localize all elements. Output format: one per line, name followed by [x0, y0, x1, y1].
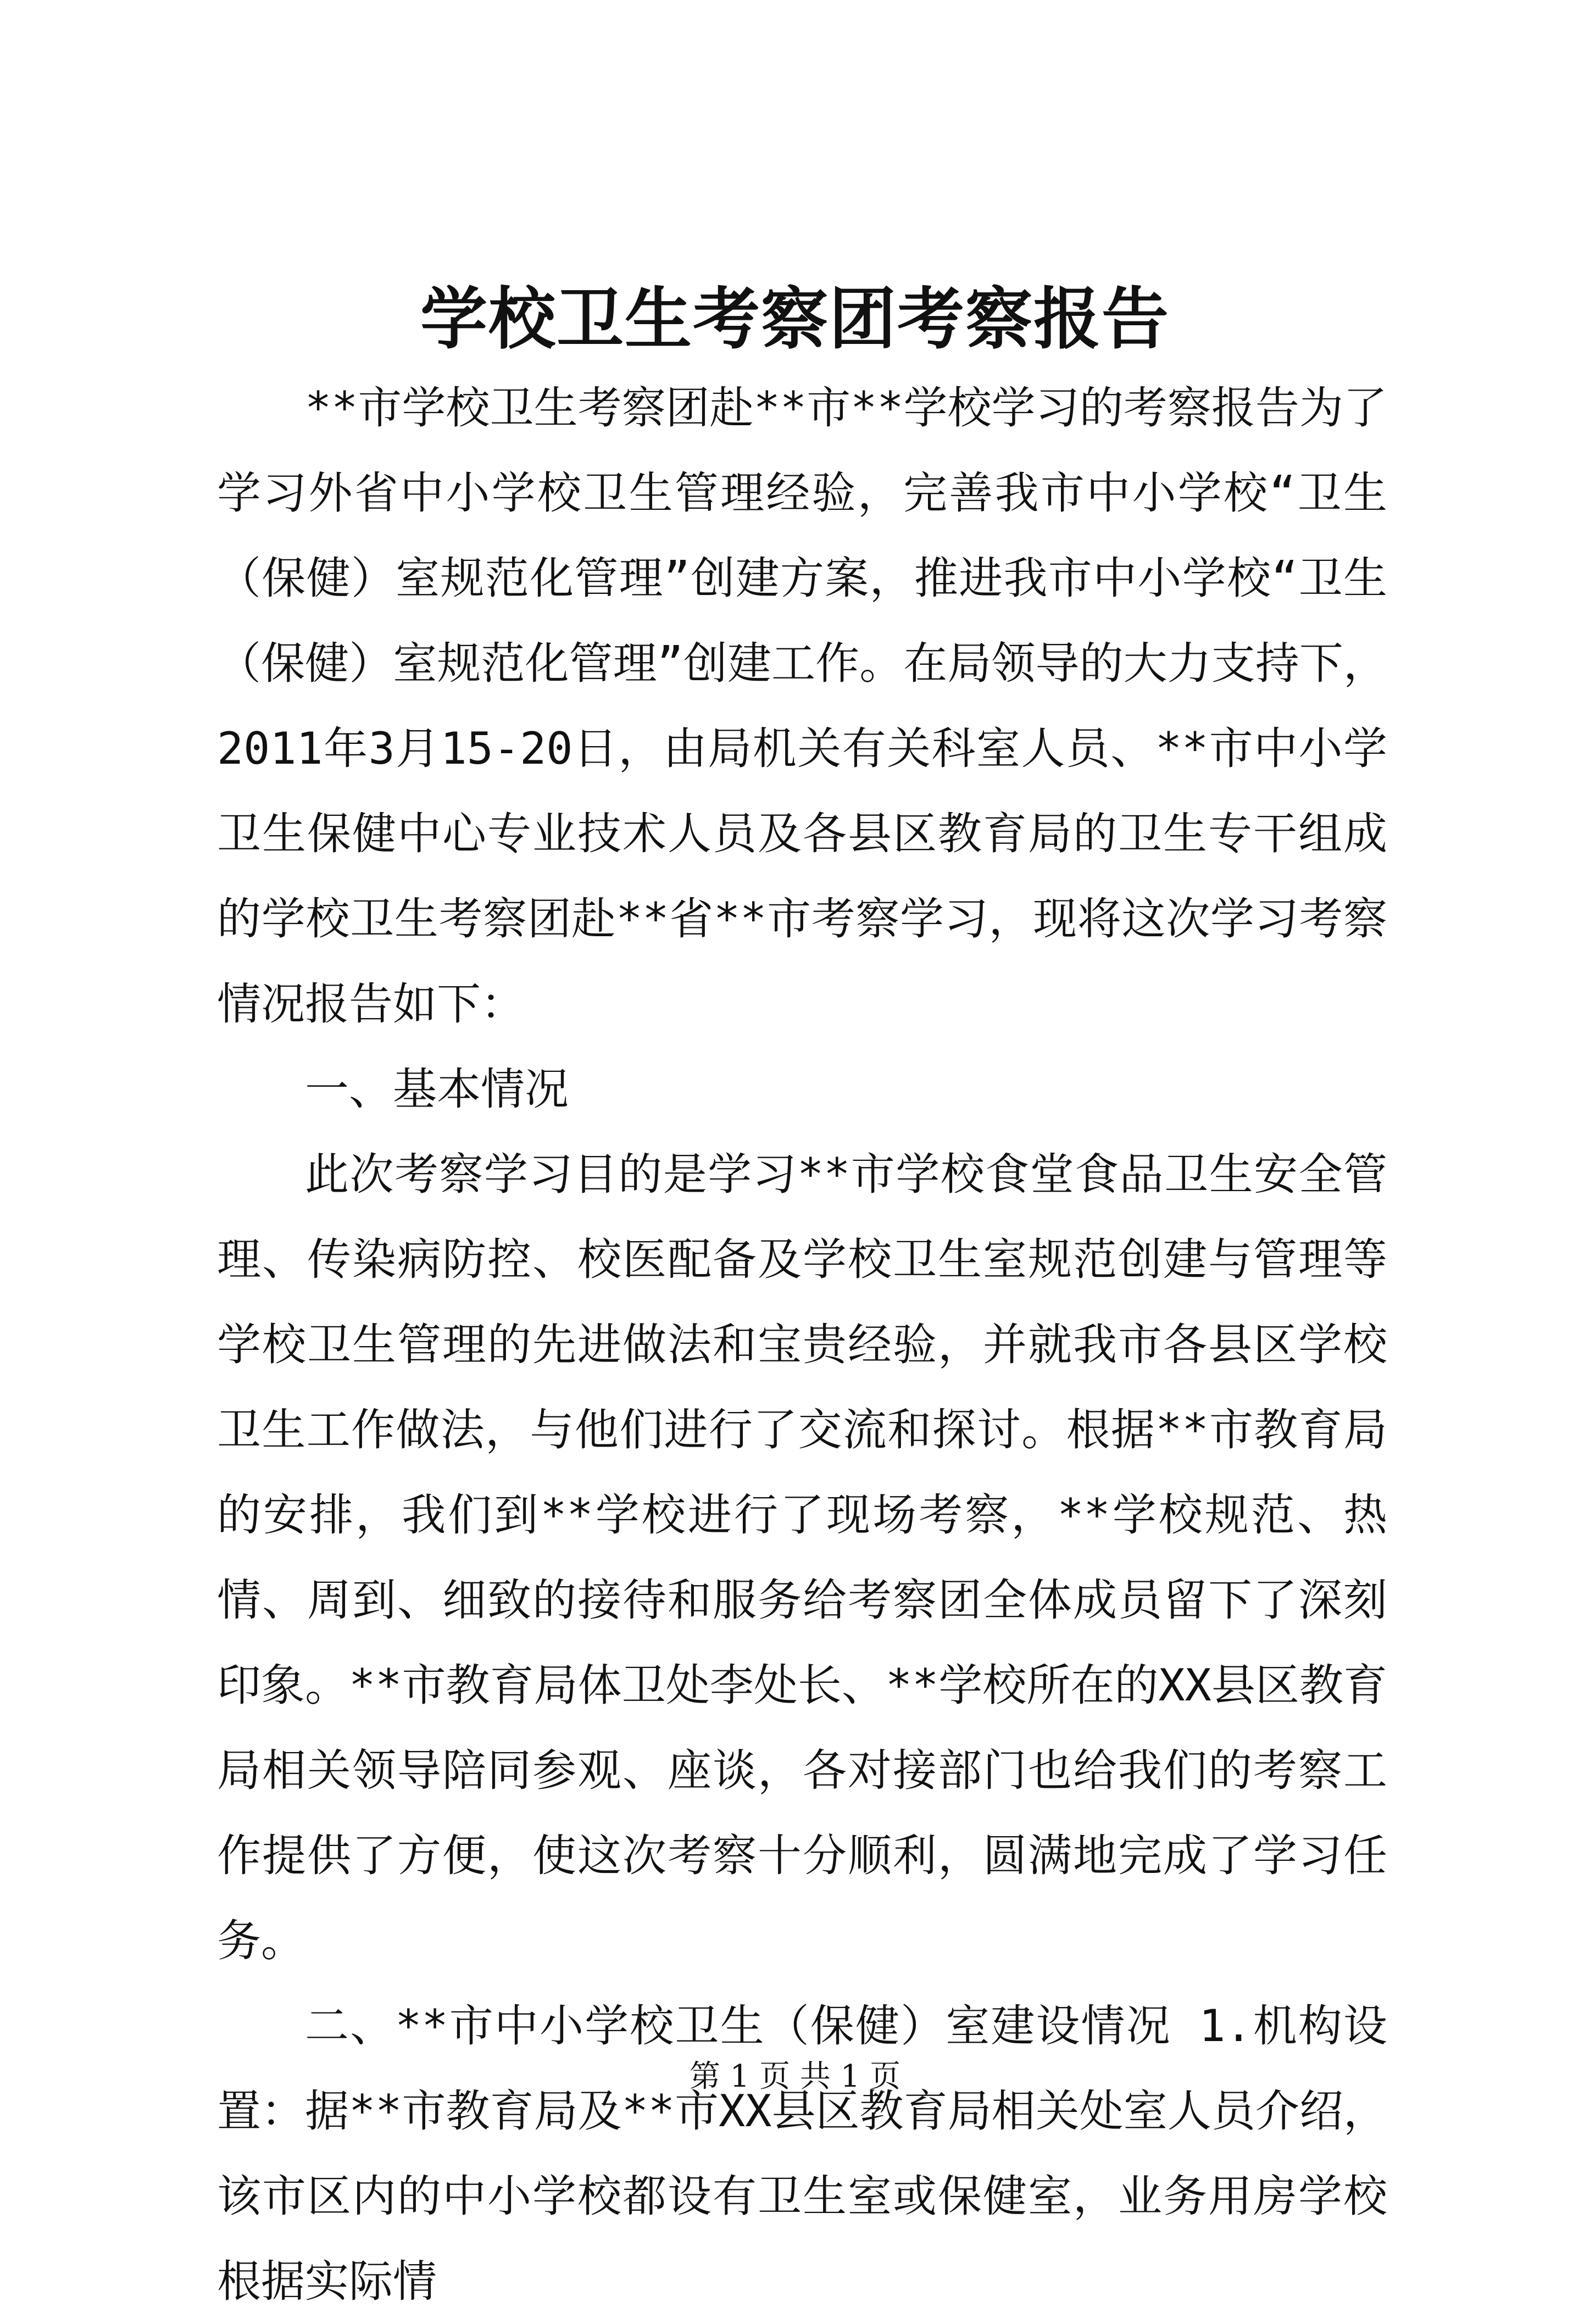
- document-body: [217, 365, 1387, 2324]
- document-title: 学校卫生考察团考察报告: [420, 279, 1170, 358]
- section-heading-basic-info: 一、基本情况: [305, 1064, 569, 1115]
- paragraph-intro: **市学校卫生考察团赴**市**学校学习的考察报告为了学习外省中小学校卫生管理经验，完善我市中小学校“卫生（保健）室规范化管理”创建方案，推进我市中小学校“卫生（保健）室规范化管理”创建工作。在局领导的大力支持下，2011年3月15-20日，由局机关有关科室人员、**市中小学卫生保健中心专业技术人员及各县区教育局的卫生专干组成的学校卫生考察团赴**省**市考察学习，现将这次学习考察情况报告如下：: [217, 382, 1387, 1030]
- paragraph-basic-info: 此次考察学习目的是学习**市学校食堂食品卫生安全管理、传染病防控、校医配备及学校卫生室规范创建与管理等学校卫生管理的先进做法和宝贵经验，并就我市各县区学校卫生工作做法，与他们进行了交流和探讨。根据**市教育局的安排，我们到**学校进行了现场考察，**学校规范、热情、周到、细致的接待和服务给考察团全体成员留下了深刻印象。**市教育局体卫处李处长、**学校所在的XX县区教育局相关领导陪同参观、座谈，各对接部门也给我们的考察工作提供了方便，使这次考察十分顺利，圆满地完成了学习任务。: [217, 1149, 1387, 1966]
- paragraph-section-two: 二、**市中小学校卫生（保健）室建设情况 1.机构设置：据**市教育局及**市XX县区教育局相关处室人员介绍，该市区内的中小学校都设有卫生室或保健室，业务用房学校根据实际情: [217, 2000, 1387, 2307]
- page-footer: 第 1 页 共 1 页: [689, 2059, 901, 2094]
